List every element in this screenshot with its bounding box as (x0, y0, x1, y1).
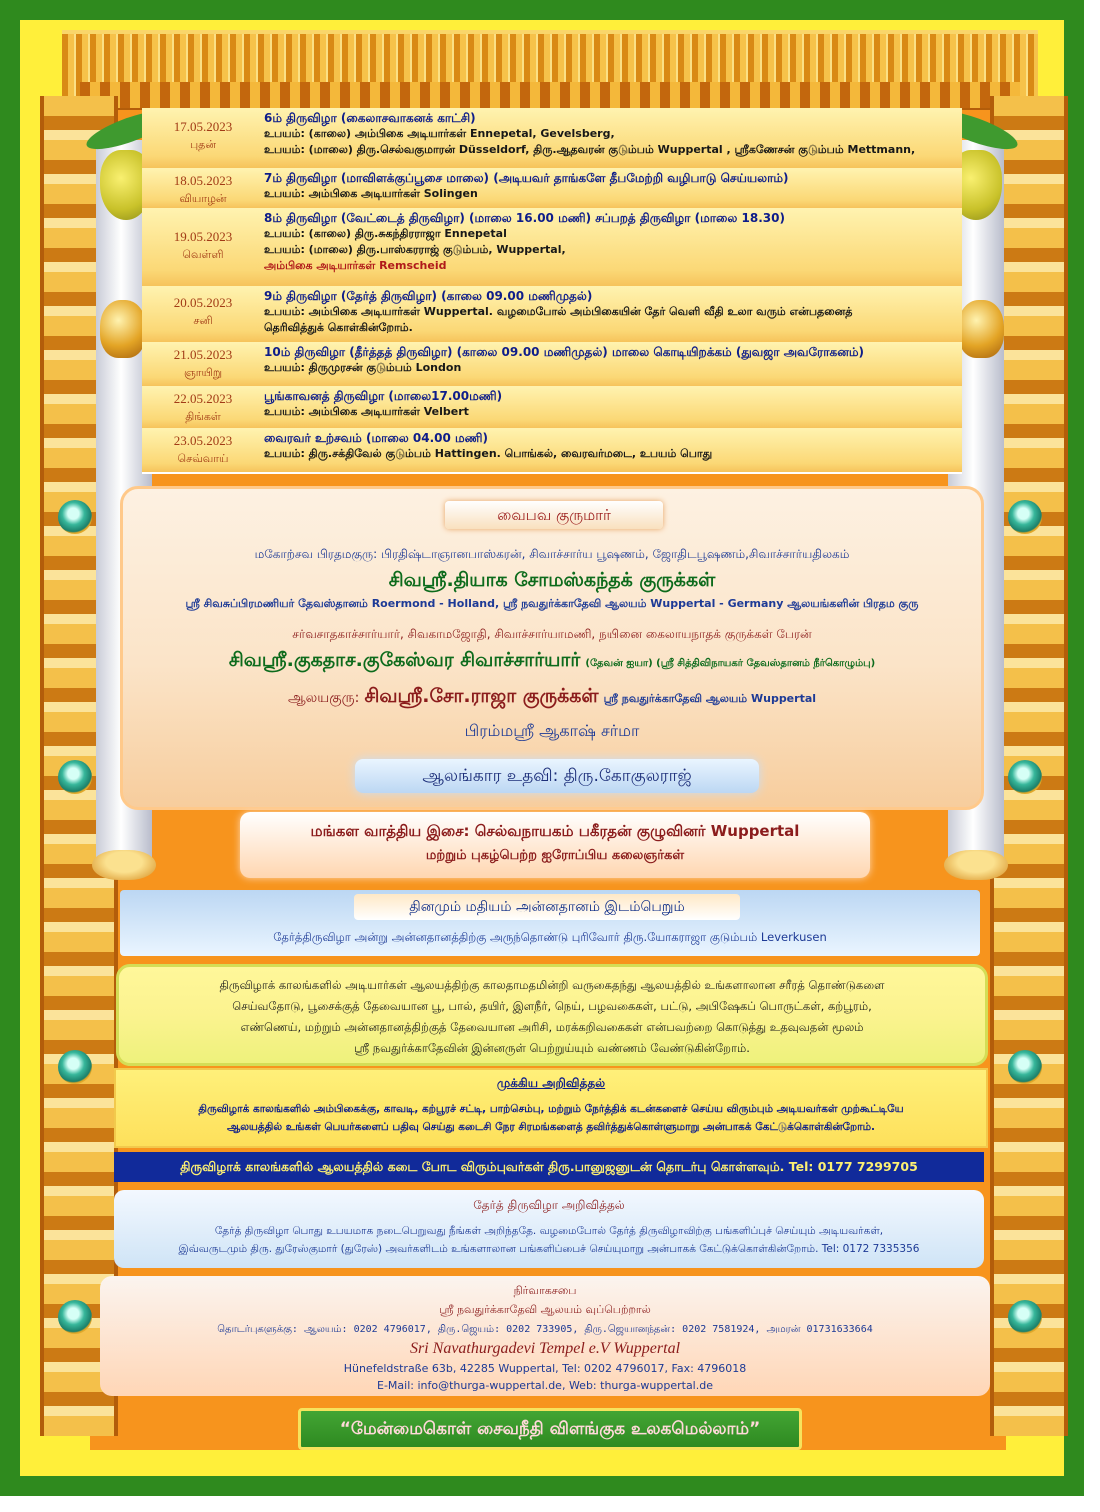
appeal-line: ஸ்ரீ நவதுர்க்காதேவின் இன்னருள் பெற்றுய்யும் வண்ணம் வேண்டுகின்றோம். (354, 1041, 750, 1055)
music-panel (240, 812, 870, 878)
schedule-date: 23.05.2023 (173, 433, 233, 448)
temple-name-english: Sri Navathurgadevi Tempel e.V Wuppertal (409, 1340, 681, 1357)
schedule-sponsor: அம்பிகை அடியார்கள் Remscheid (264, 259, 447, 272)
schedule-event-title: வைரவர் உற்சவம் (மாலை 04.00 மணி) (264, 431, 489, 445)
schedule-row (142, 428, 962, 474)
schedule-date: 19.05.2023 (173, 229, 233, 244)
second-priest-titles: சர்வசாதகாச்சார்யார், சிவகாமஜோதி, சிவாச்சார்யாமணி, நயினை கைலாயநாதக் குருக்கள் பேரன் (292, 627, 812, 641)
service-appeal-panel (116, 964, 988, 1066)
temple-priest-name: சிவஸ்ரீ.சோ.ராஜா குருக்கள் (364, 685, 599, 707)
priests-heading: வைபவ குருமார் (445, 501, 663, 529)
jewel-ornament (1008, 1050, 1042, 1084)
shop-contact-bar: திருவிழாக் காலங்களில் ஆலயத்தில் கடை போட விரும்புவர்கள் திரு.பானுஜனுடன் தொடர்பு கொள்ளவும். Tel: 0177 7299705 (114, 1152, 984, 1182)
music-line: மங்கள வாத்திய இசை: செல்வநாயகம் பகீரதன் குழுவினர் Wuppertal (310, 822, 800, 840)
schedule-event-title: 8ம் திருவிழா (வேட்டைத் திருவிழா) (மாலை 16.00 மணி) சப்பறத் திருவிழா (மாலை 18.30) (264, 211, 785, 225)
schedule-row (142, 286, 962, 344)
music-line: மற்றும் புகழ்பெற்ற ஐரோப்பிய கலைஞர்கள் (425, 848, 685, 863)
schedule-date: 18.05.2023 (173, 173, 233, 188)
chariot-notice-title: தேர்த் திருவிழா அறிவித்தல் (473, 1198, 625, 1212)
priests-panel (120, 486, 984, 810)
administration-panel (100, 1276, 990, 1396)
schedule-sponsor: உபயம்: (காலை) அம்பிகை அடியார்கள் Ennepetal, Gevelsberg, (264, 127, 615, 140)
schedule-sponsor: உபயம்: (மாலை) திரு.செல்வகுமாரன் Düsseldorf, திரு.ஆதவரன் குடும்பம் Wuppertal , ஸ்ரீகணேசன் குடும்பம் Mettmann, (264, 143, 916, 156)
chariot-notice-line: தேர்த் திருவிழா பொது உபயமாக நடைபெறுவது நீங்கள் அறிந்ததே. வழமைபோல் தேர்த் திருவிழாவிற்கு பங்களிப்புச் செய்யும் அடியவர்கள், (214, 1225, 884, 1237)
decoration-assistant: ஆலங்கார உதவி: திரு.கோகுலராஜ் (355, 759, 759, 793)
second-priest-name: சிவஸ்ரீ.குகதாச.குகேஸ்வர சிவாச்சார்யார் (228, 649, 581, 671)
chief-priest-titles: மகோற்சவ பிரதமகுரு: பிரதிஷ்டாஞானபாஸ்கரன், சிவாச்சார்ய பூஷணம், ஜோதிடபூஷணம்,சிவாச்சார்யதிலகம் (254, 547, 850, 561)
contact-numbers: தொடர்புகளுக்கு: ஆலயம்: 0202 4796017, திரு.ஜெயம்: 0202 733905, திரு.ஜெயானந்தன்: 0202 7581924, அமரன் 01731633664 (217, 1324, 873, 1335)
temple-priest-line (123, 685, 981, 710)
appeal-line: செய்வதோடு, பூசைக்குத் தேவையான பூ, பால், தயிர், இளநீர், நெய், பழவகைகள், பட்டு, அபிஷேகப் பொருட்கள், கற்பூரம், (232, 999, 872, 1013)
schedule-event-title: பூங்காவனத் திருவிழா (மாலை17.00மணி) (264, 389, 503, 403)
schedule-day: வெள்ளி (182, 249, 224, 261)
assistant-priest-name: பிரம்மஸ்ரீ ஆகாஷ் சர்மா (464, 721, 640, 740)
column-base (944, 850, 1008, 880)
second-priest-line (123, 649, 981, 674)
notice-line: திருவிழாக் காலங்களில் அம்பிகைக்கு, காவடி, கற்பூரச் சட்டி, பாற்செம்பு, மற்றும் நேர்த்திக் கடன்களைச் செய்ய விரும்பும் அடியவர்கள் முற்கூட்டியே (198, 1103, 904, 1115)
schedule-event-title: 6ம் திருவிழா (கைலாசவாகனக் காட்சி) (264, 111, 476, 125)
schedule-date: 17.05.2023 (173, 119, 233, 134)
schedule-row (142, 386, 962, 430)
schedule-sponsor: தெரிவித்துக் கொள்கின்றோம். (264, 321, 413, 334)
second-priest-note: (தேவன் ஐயா) (ஸ்ரீ சித்திவிநாயகர் தேவஸ்தானம் நீர்கொழும்பு) (585, 658, 876, 669)
schedule-sponsor: உபயம்: அம்பிகை அடியார்கள் Wuppertal. வழமைபோல் அம்பிகையின் தேர் வெளி வீதி உலா வரும் என்பதனைத் (264, 305, 853, 318)
schedule-event-title: 9ம் திருவிழா (தேர்த் திருவிழா) (காலை 09.00 மணிமுதல்) (264, 289, 593, 303)
schedule-event-title: 7ம் திருவிழா (மாவிளக்குப்பூசை மாலை) (அடியவர் தாங்களே தீபமேற்றி வழிபாடு செய்யலாம்) (264, 171, 789, 185)
schedule-sponsor: உபயம்: திரு.சக்திவேல் குடும்பம் Hattingen. பொங்கல், வைரவர்மடை, உபயம் பொது (264, 447, 713, 460)
jewel-ornament (1008, 1300, 1042, 1334)
schedule-row (142, 168, 962, 210)
schedule-day: செவ்வாய் (177, 453, 229, 465)
schedule-sponsor: உபயம்: அம்பிகை அடியார்கள் Solingen (264, 187, 478, 200)
chief-priest-name: சிவஸ்ரீ.தியாக சோமஸ்கந்தக் குருக்கள் (388, 569, 716, 591)
jewel-ornament (58, 1050, 92, 1084)
schedule-day: ஞாயிறு (183, 367, 223, 379)
jewel-ornament (58, 500, 92, 534)
festival-schedule (142, 108, 962, 474)
motto-banner: “மேன்மைகொள் சைவநீதி விளங்குக உலகமெல்லாம்” (298, 1408, 802, 1450)
annadhanam-sponsor: தேர்த்திருவிழா அன்று அன்னதானத்திற்கு அருந்தொண்டு புரிவோர் திரு.யோகராஜா குடும்பம் Leverkusen (273, 930, 827, 944)
temple-address: Hünefeldstraße 63b, 42285 Wuppertal, Tel: 0202 4796017, Fax: 4796018 (343, 1362, 747, 1375)
temple-email-web: E-Mail: info@thurga-wuppertal.de, Web: thurga-wuppertal.de (377, 1379, 713, 1392)
admin-heading: நிர்வாகசபை (513, 1284, 577, 1297)
chief-priest-temples: ஸ்ரீ சிவசுப்பிரமணியர் தேவஸ்தானம் Roermond - Holland, ஸ்ரீ நவதுர்க்காதேவி ஆலயம் Wuppertal - Germany ஆலயங்களின் பிரதம குரு (185, 597, 919, 610)
annadhanam-panel (120, 890, 980, 956)
annadhanam-title: தினமும் மதியம் அன்னதானம் இடம்பெறும் (354, 894, 740, 920)
notice-title: முக்கிய அறிவித்தல் (496, 1076, 606, 1090)
jewel-ornament (1008, 500, 1042, 534)
appeal-line: எண்ணெய், மற்றும் அன்னதானத்திற்குத் தேவையான அரிசி, மரக்கறிவகைகள் என்பவற்றை கொடுத்து உதவுவதன் மூலம் (240, 1020, 864, 1034)
schedule-row (142, 108, 962, 170)
schedule-date: 22.05.2023 (173, 391, 233, 406)
schedule-date: 21.05.2023 (173, 347, 233, 362)
schedule-day: திங்கள் (185, 411, 221, 423)
schedule-row (142, 342, 962, 388)
schedule-sponsor: உபயம்: திருமுரசன் குடும்பம் London (264, 361, 462, 374)
schedule-date: 20.05.2023 (173, 295, 233, 310)
temple-priest-note: ஸ்ரீ நவதுர்க்காதேவி ஆலயம் Wuppertal (603, 692, 817, 705)
schedule-day: சனி (193, 315, 213, 327)
schedule-event-title: 10ம் திருவிழா (தீர்த்தத் திருவிழா) (காலை 09.00 மணிமுதல்) மாலை கொடியிறக்கம் (துவஜா அவரோகனம்) (264, 345, 864, 359)
schedule-day: வியாழன் (179, 193, 227, 205)
schedule-sponsor: உபயம்: அம்பிகை அடியார்கள் Velbert (264, 405, 469, 418)
important-notice-panel (114, 1068, 988, 1148)
jewel-ornament (58, 760, 92, 794)
column-base (92, 850, 156, 880)
notice-line: ஆலயத்தில் உங்கள் பெயர்களைப் பதிவு செய்து கடைசி நேர சிரமங்களைத் தவிர்த்துக்கொள்ளுமாறு அன்பாகக் கேட்டுக்கொள்கின்றோம். (226, 1121, 876, 1133)
temple-priest-label: ஆலயகுரு: (287, 690, 360, 706)
chariot-notice-panel (114, 1190, 984, 1268)
schedule-sponsor: உபயம்: (மாலை) திரு.பாஸ்கரராஜ் குடும்பம், Wuppertal, (264, 243, 566, 256)
schedule-day: புதன் (189, 139, 217, 151)
schedule-row (142, 208, 962, 288)
appeal-line: திருவிழாக் காலங்களில் அடியார்கள் ஆலயத்திற்கு காலதாமதமின்றி வருகைதந்து ஆலயத்தில் உங்களாலான சரீரத் தொண்டுகளை (219, 978, 885, 992)
jewel-ornament (58, 1300, 92, 1334)
jewel-ornament (1008, 760, 1042, 794)
kalasam-pot-image (100, 300, 146, 358)
lintel-decoration (80, 82, 1020, 108)
chariot-notice-line: இவ்வருடமும் திரு. துரேஸ்குமார் (துரேஸ்) அவர்களிடம் உங்களாலான பங்களிப்பைச் செய்யுமாறு அன்பாகக் கேட்டுக்கொள்கின்றோம். Tel: 0172 7335356 (178, 1243, 920, 1255)
kalasam-pot-image (958, 300, 1004, 358)
schedule-sponsor: உபயம்: (காலை) திரு.சுகந்திரராஜா Ennepetal (264, 227, 507, 240)
temple-name-tamil: ஸ்ரீ நவதுர்க்காதேவி ஆலயம் வுப்பெற்றால் (439, 1303, 651, 1316)
